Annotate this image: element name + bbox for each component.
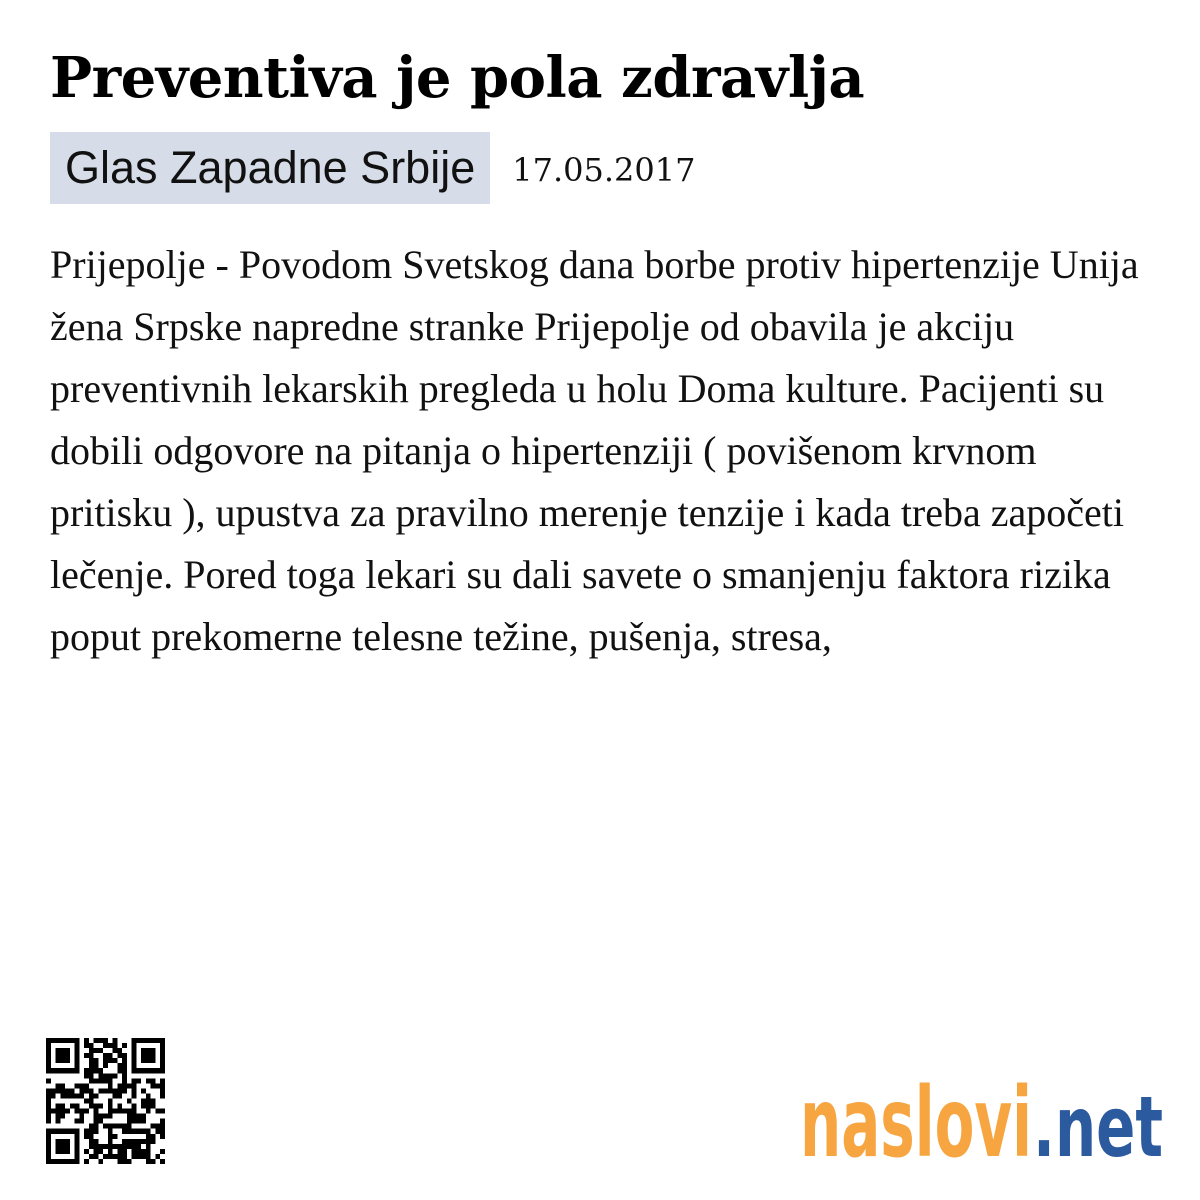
headline: Preventiva je pola zdravlja: [50, 45, 865, 111]
article-meta: [50, 132, 695, 204]
article-body: Prijepolje - Povodom Svetskog dana borbe protiv hipertenzije Unija žena Srpske napredne stranke Prijepolje od obavila je akciju preventivnih lekarskih pregleda u holu Doma kulture. Pacijenti su dobili odgovore na pitanja o hipertenziji ( povišenom krvnom pritisku ), upustva za pravilno merenje tenzije i kada treba započeti lečenje. Pored toga lekari su dali savete o smanjenju faktora rizika poput prekomerne telesne težine, pušenja, stresa,: [50, 242, 1139, 659]
source-badge[interactable]: Glas Zapadne Srbije: [50, 132, 490, 204]
publish-date: 17.05.2017: [512, 151, 696, 189]
logo-text-suffix: .net: [1033, 1078, 1163, 1168]
naslovi-logo[interactable]: [800, 1058, 1170, 1168]
logo-text-main: naslovi: [800, 1067, 1032, 1168]
qr-code-icon: [46, 1038, 165, 1164]
